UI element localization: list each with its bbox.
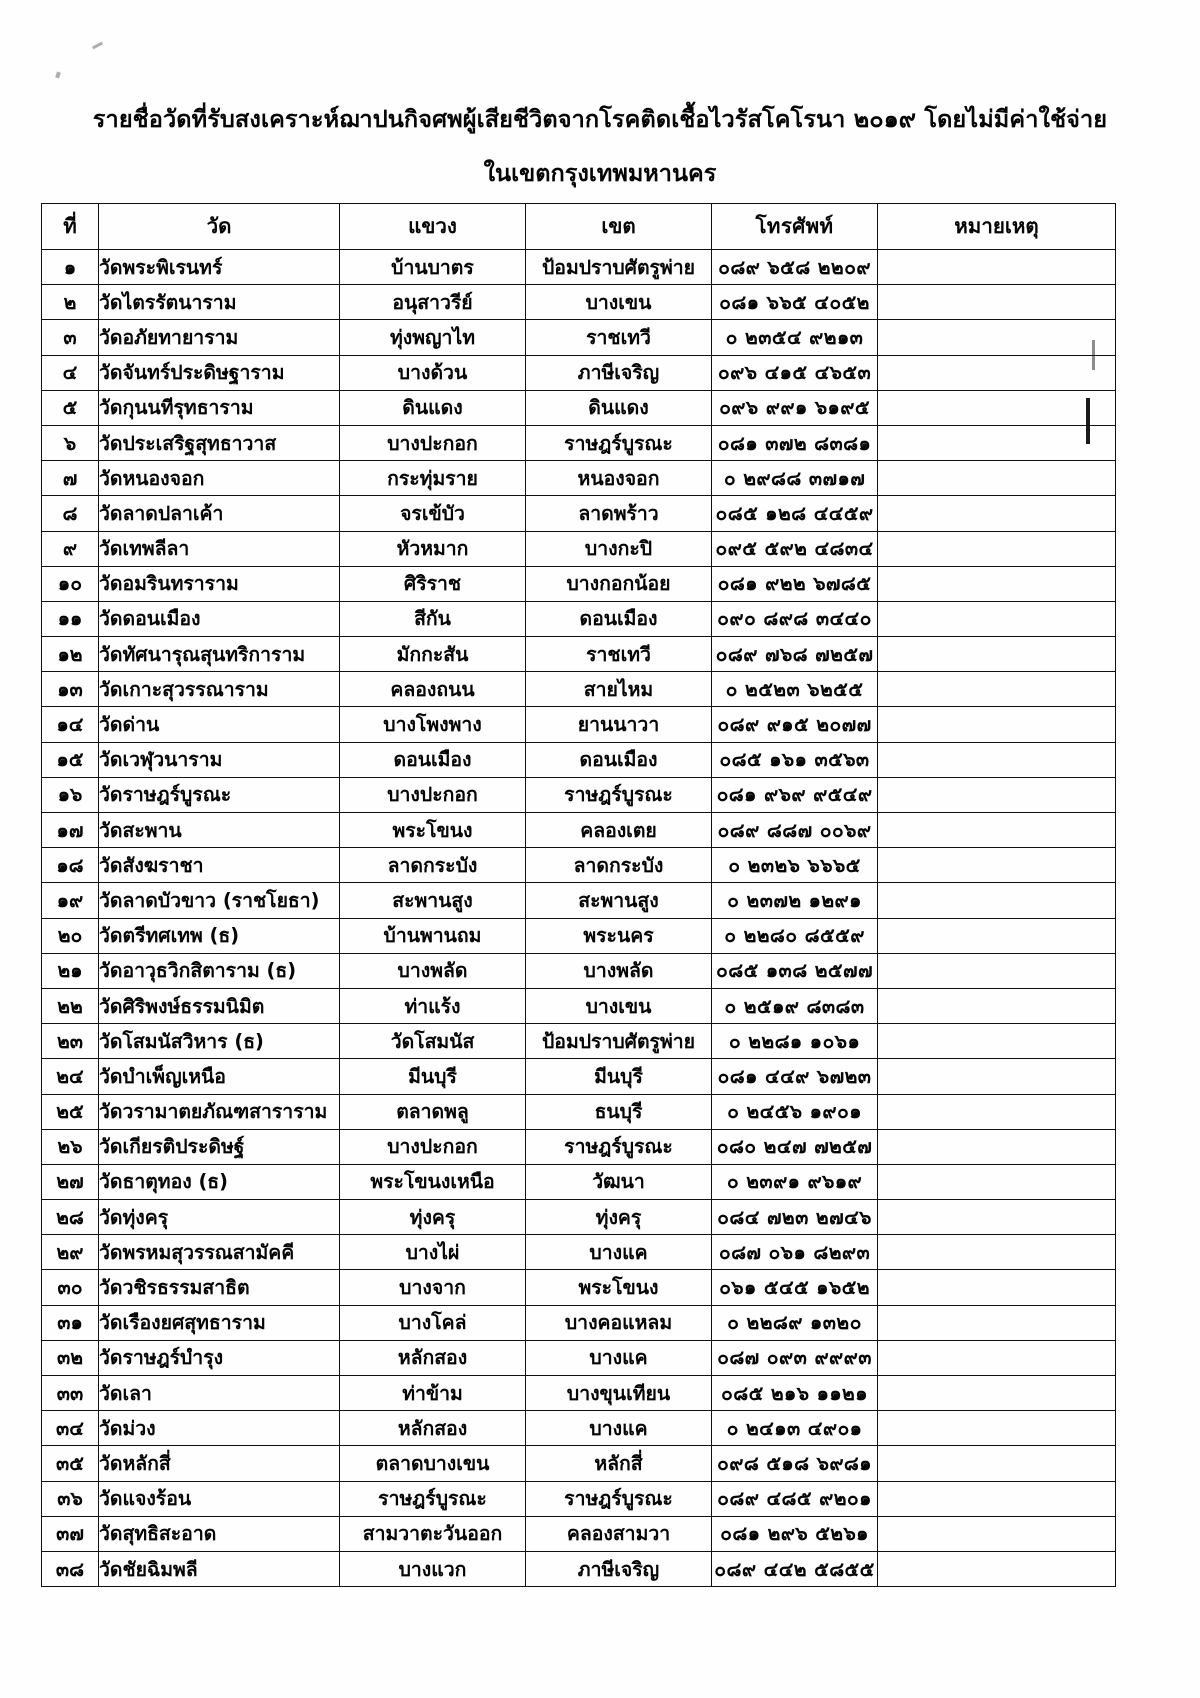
cell-no: ๒๖ — [42, 1129, 99, 1164]
table-row — [42, 425, 1116, 460]
cell-remark — [878, 601, 1116, 636]
cell-no: ๓๖ — [42, 1481, 99, 1516]
cell-remark — [878, 848, 1116, 883]
cell-khwaeng: บางโพงพาง — [340, 707, 526, 742]
cell-no: ๓๗ — [42, 1516, 99, 1551]
cell-temple-name: วัดเทพลีลา — [99, 531, 340, 566]
cell-temple-name: วัดประเสริฐสุทธาวาส — [99, 425, 340, 460]
cell-khet: บางแค — [526, 1340, 712, 1375]
table-row — [42, 1129, 1116, 1164]
table-row — [42, 1411, 1116, 1446]
cell-remark — [878, 1516, 1116, 1551]
table-header-row — [42, 204, 1116, 250]
cell-khwaeng: บางด้วน — [340, 355, 526, 390]
cell-remark — [878, 355, 1116, 390]
cell-phone: ๐๘๑ ๙๒๒ ๖๗๘๕ — [712, 566, 878, 601]
cell-temple-name: วัดสังฆราชา — [99, 848, 340, 883]
cell-remark — [878, 813, 1116, 848]
table-row — [42, 813, 1116, 848]
cell-phone: ๐๖๑ ๕๔๕ ๑๖๕๒ — [712, 1270, 878, 1305]
cell-khet: ดอนเมือง — [526, 742, 712, 777]
cell-no: ๑๐ — [42, 566, 99, 601]
table-row — [42, 1164, 1116, 1199]
column-header-remark: หมายเหตุ — [878, 204, 1116, 250]
cell-temple-name: วัดเกียรติประดิษฐ์ — [99, 1129, 340, 1164]
cell-phone: ๐๘๙ ๖๕๘ ๒๒๐๙ — [712, 250, 878, 285]
cell-khwaeng: บางไผ่ — [340, 1235, 526, 1270]
cell-khet: ภาษีเจริญ — [526, 355, 712, 390]
cell-khwaeng: สามวาตะวันออก — [340, 1516, 526, 1551]
cell-remark — [878, 320, 1116, 355]
cell-temple-name: วัดเลา — [99, 1376, 340, 1411]
cell-temple-name: วัดเรืองยศสุทธาราม — [99, 1305, 340, 1340]
cell-no: ๙ — [42, 531, 99, 566]
document-title — [0, 104, 1200, 189]
cell-khwaeng: หัวหมาก — [340, 531, 526, 566]
cell-no: ๒๙ — [42, 1235, 99, 1270]
cell-khet: พระโขนง — [526, 1270, 712, 1305]
cell-khwaeng: ศิริราช — [340, 566, 526, 601]
cell-phone: ๐ ๒๒๘๙ ๑๓๒๐ — [712, 1305, 878, 1340]
cell-khwaeng: บางพลัด — [340, 953, 526, 988]
title-line-1: รายชื่อวัดที่รับสงเคราะห์ฌาปนกิจศพผู้เสียชีวิตจากโรคติดเชื้อไวรัสโคโรนา ๒๐๑๙ โดยไม่มีค่าใช้จ่าย — [92, 105, 1108, 133]
table-row — [42, 496, 1116, 531]
table-row — [42, 742, 1116, 777]
cell-temple-name: วัดเกาะสุวรรณาราม — [99, 672, 340, 707]
cell-no: ๒ — [42, 285, 99, 320]
cell-khet: ธนบุรี — [526, 1094, 712, 1129]
cell-remark — [878, 953, 1116, 988]
cell-phone: ๐๘๑ ๔๔๙ ๖๗๒๓ — [712, 1059, 878, 1094]
cell-khet: สายไหม — [526, 672, 712, 707]
cell-temple-name: วัดไตรรัตนาราม — [99, 285, 340, 320]
cell-remark — [878, 1376, 1116, 1411]
cell-khet: บางคอแหลม — [526, 1305, 712, 1340]
cell-remark — [878, 496, 1116, 531]
cell-khwaeng: วัดโสมนัส — [340, 1024, 526, 1059]
cell-remark — [878, 918, 1116, 953]
cell-khet: บางเขน — [526, 285, 712, 320]
cell-no: ๑๔ — [42, 707, 99, 742]
table-row — [42, 883, 1116, 918]
cell-temple-name: วัดดอนเมือง — [99, 601, 340, 636]
cell-remark — [878, 707, 1116, 742]
cell-phone: ๐๘๕ ๑๖๑ ๓๕๖๓ — [712, 742, 878, 777]
cell-khwaeng: ตลาดบางเขน — [340, 1446, 526, 1481]
cell-khwaeng: จรเข้บัว — [340, 496, 526, 531]
cell-remark — [878, 1270, 1116, 1305]
cell-remark — [878, 461, 1116, 496]
cell-no: ๒๕ — [42, 1094, 99, 1129]
temple-list-table — [41, 203, 1116, 1587]
cell-temple-name: วัดราษฎร์บำรุง — [99, 1340, 340, 1375]
cell-phone: ๐๘๐ ๒๔๗ ๗๒๕๗ — [712, 1129, 878, 1164]
cell-phone: ๐๘๙ ๙๑๕ ๒๐๗๗ — [712, 707, 878, 742]
cell-phone: ๐ ๒๒๘๐ ๘๕๕๙ — [712, 918, 878, 953]
cell-phone: ๐๘๕ ๒๑๖ ๑๑๒๑ — [712, 1376, 878, 1411]
cell-khet: หลักสี่ — [526, 1446, 712, 1481]
cell-khet: ราษฎร์บูรณะ — [526, 1129, 712, 1164]
cell-khet: ลาดกระบัง — [526, 848, 712, 883]
cell-khet: ทุ่งครุ — [526, 1200, 712, 1235]
table-row — [42, 953, 1116, 988]
cell-remark — [878, 285, 1116, 320]
column-header-khet: เขต — [526, 204, 712, 250]
cell-phone: ๐๘๙ ๔๔๒ ๕๘๕๕ — [712, 1551, 878, 1586]
cell-no: ๑๗ — [42, 813, 99, 848]
cell-phone: ๐๙๘ ๕๑๘ ๖๙๘๑ — [712, 1446, 878, 1481]
cell-khwaeng: พระโขนง — [340, 813, 526, 848]
cell-khet: ราษฎร์บูรณะ — [526, 777, 712, 812]
cell-remark — [878, 1129, 1116, 1164]
cell-no: ๓ — [42, 320, 99, 355]
cell-temple-name: วัดสะพาน — [99, 813, 340, 848]
cell-phone: ๐๙๖ ๔๑๕ ๔๖๕๓ — [712, 355, 878, 390]
cell-khet: ราชเทวี — [526, 637, 712, 672]
cell-khwaeng: บางโคล่ — [340, 1305, 526, 1340]
cell-remark — [878, 1305, 1116, 1340]
cell-phone: ๐๘๕ ๑๒๘ ๔๔๕๙ — [712, 496, 878, 531]
cell-phone: ๐ ๒๓๕๔ ๙๒๑๓ — [712, 320, 878, 355]
cell-temple-name: วัดเวฬุวนาราม — [99, 742, 340, 777]
table-header — [42, 204, 1116, 250]
cell-khet: บางกอกน้อย — [526, 566, 712, 601]
cell-remark — [878, 1446, 1116, 1481]
cell-phone: ๐ ๒๓๒๖ ๖๖๖๕ — [712, 848, 878, 883]
cell-temple-name: วัดอาวุธวิกสิตาราม (ธ) — [99, 953, 340, 988]
cell-no: ๒๐ — [42, 918, 99, 953]
cell-khet: ดินแดง — [526, 390, 712, 425]
cell-phone: ๐๙๕ ๕๙๒ ๔๘๓๔ — [712, 531, 878, 566]
cell-khet: บางขุนเทียน — [526, 1376, 712, 1411]
cell-temple-name: วัดอมรินทราราม — [99, 566, 340, 601]
table-row — [42, 848, 1116, 883]
cell-khet: สะพานสูง — [526, 883, 712, 918]
table-row — [42, 1340, 1116, 1375]
cell-temple-name: วัดพรหมสุวรรณสามัคคี — [99, 1235, 340, 1270]
cell-remark — [878, 1059, 1116, 1094]
cell-remark — [878, 250, 1116, 285]
table-body — [42, 250, 1116, 1587]
cell-khet: บางเขน — [526, 988, 712, 1023]
scan-speck — [92, 42, 103, 50]
cell-khet: ยานนาวา — [526, 707, 712, 742]
cell-no: ๑๕ — [42, 742, 99, 777]
cell-temple-name: วัดตรีทศเทพ (ธ) — [99, 918, 340, 953]
cell-phone: ๐ ๒๕๒๓ ๖๒๕๕ — [712, 672, 878, 707]
table-row — [42, 566, 1116, 601]
cell-temple-name: วัดศิริพงษ์ธรรมนิมิต — [99, 988, 340, 1023]
cell-khet: บางพลัด — [526, 953, 712, 988]
cell-remark — [878, 425, 1116, 460]
cell-phone: ๐ ๒๓๙๑ ๙๖๑๙ — [712, 1164, 878, 1199]
cell-khet: หนองจอก — [526, 461, 712, 496]
table-row — [42, 1024, 1116, 1059]
cell-khet: ราษฎร์บูรณะ — [526, 425, 712, 460]
cell-temple-name: วัดชัยฉิมพลี — [99, 1551, 340, 1586]
cell-khet: ราชเทวี — [526, 320, 712, 355]
cell-temple-name: วัดลาดบัวขาว (ราชโยธา) — [99, 883, 340, 918]
cell-remark — [878, 566, 1116, 601]
column-header-temple: วัด — [99, 204, 340, 250]
cell-khwaeng: บางจาก — [340, 1270, 526, 1305]
cell-temple-name: วัดม่วง — [99, 1411, 340, 1446]
cell-phone: ๐๙๐ ๘๙๘ ๓๔๔๐ — [712, 601, 878, 636]
cell-no: ๓๒ — [42, 1340, 99, 1375]
table-row — [42, 1305, 1116, 1340]
cell-khwaeng: ทุ่งพญาไท — [340, 320, 526, 355]
cell-phone: ๐๘๑ ๒๙๖ ๕๒๖๑ — [712, 1516, 878, 1551]
cell-remark — [878, 777, 1116, 812]
cell-temple-name: วัดทุ่งครุ — [99, 1200, 340, 1235]
cell-temple-name: วัดวชิรธรรมสาธิต — [99, 1270, 340, 1305]
cell-khet: ป้อมปราบศัตรูพ่าย — [526, 1024, 712, 1059]
cell-khet: ภาษีเจริญ — [526, 1551, 712, 1586]
cell-temple-name: วัดธาตุทอง (ธ) — [99, 1164, 340, 1199]
title-line-2: ในเขตกรุงเทพมหานคร — [483, 158, 717, 187]
table-row — [42, 1551, 1116, 1586]
cell-khwaeng: สีกัน — [340, 601, 526, 636]
cell-no: ๓๔ — [42, 1411, 99, 1446]
cell-khwaeng: หลักสอง — [340, 1411, 526, 1446]
cell-remark — [878, 1340, 1116, 1375]
cell-no: ๒๔ — [42, 1059, 99, 1094]
table-row — [42, 285, 1116, 320]
cell-no: ๒๘ — [42, 1200, 99, 1235]
table-row — [42, 531, 1116, 566]
cell-no: ๑๙ — [42, 883, 99, 918]
table-row — [42, 1446, 1116, 1481]
cell-khwaeng: บางแวก — [340, 1551, 526, 1586]
cell-khwaeng: ราษฎร์บูรณะ — [340, 1481, 526, 1516]
cell-khwaeng: บางปะกอก — [340, 425, 526, 460]
table-row — [42, 390, 1116, 425]
cell-phone: ๐ ๒๔๑๓ ๔๙๐๑ — [712, 1411, 878, 1446]
table-row — [42, 1200, 1116, 1235]
table-row — [42, 637, 1116, 672]
cell-khwaeng: ท่าข้าม — [340, 1376, 526, 1411]
cell-remark — [878, 531, 1116, 566]
cell-temple-name: วัดจันทร์ประดิษฐาราม — [99, 355, 340, 390]
cell-phone: ๐ ๒๙๘๘ ๓๗๑๗ — [712, 461, 878, 496]
cell-phone: ๐๘๗ ๐๖๑ ๘๒๙๓ — [712, 1235, 878, 1270]
cell-phone: ๐๘๙ ๗๖๘ ๗๒๕๗ — [712, 637, 878, 672]
cell-no: ๑๒ — [42, 637, 99, 672]
cell-khwaeng: อนุสาวรีย์ — [340, 285, 526, 320]
cell-khwaeng: บางปะกอก — [340, 777, 526, 812]
table-row — [42, 1270, 1116, 1305]
cell-remark — [878, 883, 1116, 918]
cell-khet: พระนคร — [526, 918, 712, 953]
cell-khwaeng: ดินแดง — [340, 390, 526, 425]
table-row — [42, 1481, 1116, 1516]
cell-phone: ๐๘๔ ๗๒๓ ๒๗๔๖ — [712, 1200, 878, 1235]
cell-no: ๑๑ — [42, 601, 99, 636]
cell-khwaeng: บ้านบาตร — [340, 250, 526, 285]
cell-no: ๒๗ — [42, 1164, 99, 1199]
cell-khwaeng: บ้านพานถม — [340, 918, 526, 953]
cell-khet: ราษฎร์บูรณะ — [526, 1481, 712, 1516]
cell-no: ๓๘ — [42, 1551, 99, 1586]
cell-temple-name: วัดบำเพ็ญเหนือ — [99, 1059, 340, 1094]
cell-no: ๘ — [42, 496, 99, 531]
cell-khet: บางแค — [526, 1235, 712, 1270]
cell-temple-name: วัดพระพิเรนทร์ — [99, 250, 340, 285]
table-row — [42, 777, 1116, 812]
cell-temple-name: วัดวรามาตยภัณฑสาราราม — [99, 1094, 340, 1129]
cell-phone: ๐๘๙ ๔๘๕ ๙๒๐๑ — [712, 1481, 878, 1516]
cell-no: ๒๒ — [42, 988, 99, 1023]
cell-khwaeng: ท่าแร้ง — [340, 988, 526, 1023]
cell-khwaeng: มักกะสัน — [340, 637, 526, 672]
cell-khet: บางกะปิ — [526, 531, 712, 566]
table-row — [42, 672, 1116, 707]
cell-remark — [878, 988, 1116, 1023]
cell-khwaeng: ดอนเมือง — [340, 742, 526, 777]
cell-temple-name: วัดด่าน — [99, 707, 340, 742]
cell-khwaeng: พระโขนงเหนือ — [340, 1164, 526, 1199]
cell-phone: ๐๘๑ ๓๗๒ ๘๓๘๑ — [712, 425, 878, 460]
cell-remark — [878, 1024, 1116, 1059]
cell-no: ๓๐ — [42, 1270, 99, 1305]
cell-phone: ๐๘๑ ๖๖๕ ๔๐๕๒ — [712, 285, 878, 320]
cell-no: ๗ — [42, 461, 99, 496]
cell-khwaeng: คลองถนน — [340, 672, 526, 707]
cell-khet: วัฒนา — [526, 1164, 712, 1199]
cell-no: ๑๘ — [42, 848, 99, 883]
table-row — [42, 1235, 1116, 1270]
cell-temple-name: วัดลาดปลาเค้า — [99, 496, 340, 531]
cell-phone: ๐ ๒๒๘๑ ๑๐๖๑ — [712, 1024, 878, 1059]
cell-temple-name: วัดแจงร้อน — [99, 1481, 340, 1516]
cell-khet: ดอนเมือง — [526, 601, 712, 636]
cell-remark — [878, 390, 1116, 425]
cell-khet: ป้อมปราบศัตรูพ่าย — [526, 250, 712, 285]
cell-phone: ๐๘๗ ๐๙๓ ๙๙๙๓ — [712, 1340, 878, 1375]
column-header-khwaeng: แขวง — [340, 204, 526, 250]
table-row — [42, 1376, 1116, 1411]
cell-no: ๓๕ — [42, 1446, 99, 1481]
cell-remark — [878, 637, 1116, 672]
column-header-no: ที่ — [42, 204, 99, 250]
table-row — [42, 1094, 1116, 1129]
cell-remark — [878, 1235, 1116, 1270]
cell-remark — [878, 672, 1116, 707]
cell-temple-name: วัดกุนนทีรุทธาราม — [99, 390, 340, 425]
cell-temple-name: วัดอภัยทายาราม — [99, 320, 340, 355]
table-row — [42, 918, 1116, 953]
cell-no: ๓๓ — [42, 1376, 99, 1411]
table-row — [42, 320, 1116, 355]
cell-khwaeng: บางปะกอก — [340, 1129, 526, 1164]
cell-khwaeng: ลาดกระบัง — [340, 848, 526, 883]
cell-khwaeng: ตลาดพลู — [340, 1094, 526, 1129]
table-row — [42, 1059, 1116, 1094]
column-header-phone: โทรศัพท์ — [712, 204, 878, 250]
cell-khwaeng: ทุ่งครุ — [340, 1200, 526, 1235]
table-row — [42, 988, 1116, 1023]
cell-khwaeng: มีนบุรี — [340, 1059, 526, 1094]
cell-temple-name: วัดหลักสี่ — [99, 1446, 340, 1481]
table-row — [42, 707, 1116, 742]
cell-phone: ๐๙๖ ๙๙๑ ๖๑๙๕ — [712, 390, 878, 425]
table-row — [42, 601, 1116, 636]
cell-phone: ๐๘๑ ๙๖๙ ๙๕๔๙ — [712, 777, 878, 812]
cell-no: ๖ — [42, 425, 99, 460]
table-row — [42, 461, 1116, 496]
scan-speck — [55, 72, 61, 79]
cell-khet: คลองเตย — [526, 813, 712, 848]
cell-temple-name: วัดสุทธิสะอาด — [99, 1516, 340, 1551]
cell-khwaeng: หลักสอง — [340, 1340, 526, 1375]
cell-temple-name: วัดหนองจอก — [99, 461, 340, 496]
cell-remark — [878, 1200, 1116, 1235]
cell-khet: ลาดพร้าว — [526, 496, 712, 531]
cell-khwaeng: กระทุ่มราย — [340, 461, 526, 496]
cell-no: ๓๑ — [42, 1305, 99, 1340]
cell-khet: คลองสามวา — [526, 1516, 712, 1551]
cell-remark — [878, 1094, 1116, 1129]
cell-temple-name: วัดทัศนารุณสุนทริการาม — [99, 637, 340, 672]
cell-remark — [878, 1551, 1116, 1586]
cell-khwaeng: สะพานสูง — [340, 883, 526, 918]
cell-remark — [878, 1164, 1116, 1199]
cell-no: ๑๖ — [42, 777, 99, 812]
cell-remark — [878, 742, 1116, 777]
cell-phone: ๐ ๒๓๗๒ ๑๒๙๑ — [712, 883, 878, 918]
cell-khet: บางแค — [526, 1411, 712, 1446]
cell-remark — [878, 1481, 1116, 1516]
table-row — [42, 1516, 1116, 1551]
cell-no: ๒๓ — [42, 1024, 99, 1059]
cell-phone: ๐ ๒๕๑๙ ๘๓๘๓ — [712, 988, 878, 1023]
cell-phone: ๐๘๕ ๑๓๘ ๒๕๗๗ — [712, 953, 878, 988]
cell-no: ๑๓ — [42, 672, 99, 707]
cell-phone: ๐ ๒๔๕๖ ๑๙๐๑ — [712, 1094, 878, 1129]
table-row — [42, 355, 1116, 390]
cell-temple-name: วัดโสมนัสวิหาร (ธ) — [99, 1024, 340, 1059]
cell-khet: มีนบุรี — [526, 1059, 712, 1094]
cell-temple-name: วัดราษฎร์บูรณะ — [99, 777, 340, 812]
cell-remark — [878, 1411, 1116, 1446]
cell-phone: ๐๘๙ ๘๘๗ ๐๐๖๙ — [712, 813, 878, 848]
table-row — [42, 250, 1116, 285]
cell-no: ๔ — [42, 355, 99, 390]
cell-no: ๒๑ — [42, 953, 99, 988]
cell-no: ๑ — [42, 250, 99, 285]
cell-no: ๕ — [42, 390, 99, 425]
